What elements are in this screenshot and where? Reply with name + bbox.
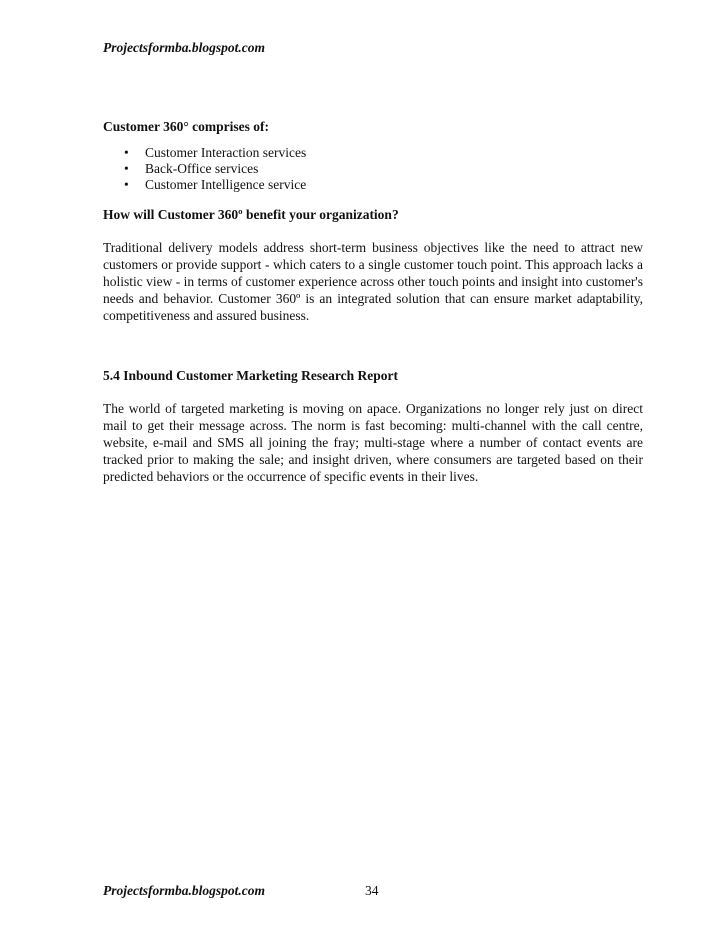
bullet-icon: • [124,161,129,176]
list-item-text: Back-Office services [145,161,259,176]
list-item [103,177,643,193]
section-heading-5-4: 5.4 Inbound Customer Marketing Research Report [103,368,398,383]
list-item [103,161,643,177]
benefit-paragraph: Traditional delivery models address short-term business objectives like the need to attract new customers or provide support - which caters to a single customer touch point. This approach lacks a holistic view - in terms of customer experience across other touch points and insight into customer's needs and behavior. Customer 360º is an integrated solution that can ensure market adaptability, competitiveness and assured business. [103,240,643,323]
bullet-icon: • [124,177,129,192]
list-item-text: Customer Interaction services [145,145,307,160]
marketing-paragraph: The world of targeted marketing is moving on apace. Organizations no longer rely just on direct mail to get their message across. The norm is fast becoming: multi-channel with the call centre, website, e-mail and SMS all joining the fray; multi-stage where a number of contact events are tracked prior to making the sale; and insight driven, where consumers are targeted based on their predicted behaviors or the occurrence of specific events in their lives. [103,401,643,484]
benefit-heading: How will Customer 360º benefit your organization? [103,207,399,222]
bullet-icon: • [124,145,129,160]
list-item [103,145,643,161]
list-item-text: Customer Intelligence service [145,177,307,192]
footer-site: Projectsformba.blogspot.com [103,883,265,898]
page-number: 34 [365,883,379,898]
components-heading: Customer 360° comprises of: [103,119,269,134]
page-content [103,118,643,485]
page-header-site: Projectsformba.blogspot.com [103,40,265,55]
components-list [103,145,643,193]
